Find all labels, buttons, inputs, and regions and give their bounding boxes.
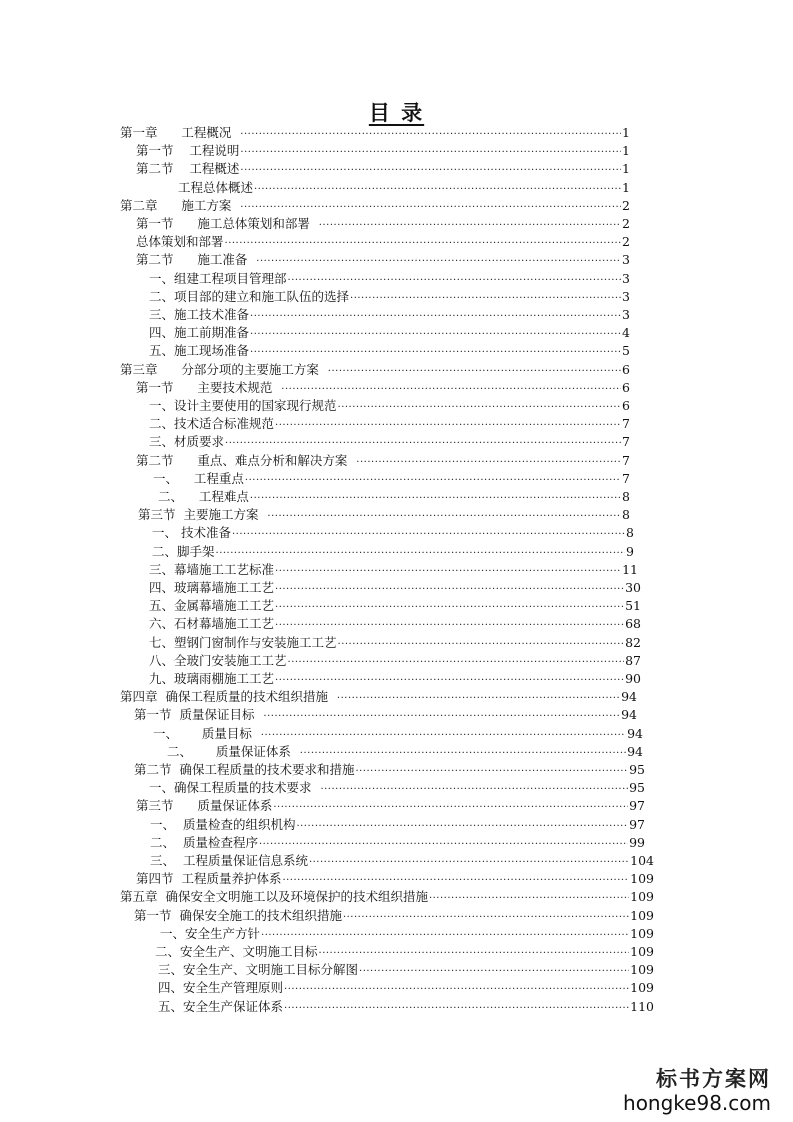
toc-entry[interactable] xyxy=(158,998,654,1016)
toc-entry-label: 一、安全生产方针 xyxy=(160,925,261,941)
toc-entry-page-number: 109 xyxy=(630,871,654,887)
toc-entry-page-number: 109 xyxy=(630,944,654,959)
toc-entry-label: 四、玻璃幕墙施工工艺 xyxy=(149,580,275,595)
watermark xyxy=(623,1067,771,1115)
toc-entry[interactable] xyxy=(149,597,641,615)
toc-entry-label: 八、全玻门安装施工工艺 xyxy=(149,652,287,668)
toc-entry-page-number: 30 xyxy=(625,580,641,595)
toc-entry[interactable] xyxy=(149,615,641,633)
toc-entry-label: 三、材质要求 xyxy=(149,434,225,450)
toc-entry-page-number: 7 xyxy=(622,452,630,468)
toc-entry[interactable] xyxy=(149,652,641,670)
toc-entry-label: 二、项目部的建立和施工队伍的选择 xyxy=(149,288,350,304)
toc-entry[interactable] xyxy=(158,979,654,997)
toc-entry-label: 二、 质量检查程序 xyxy=(150,834,258,850)
toc-entry-page-number: 109 xyxy=(630,907,654,923)
toc-entry[interactable] xyxy=(152,524,634,542)
toc-entry[interactable] xyxy=(136,142,630,160)
toc-entry[interactable] xyxy=(134,907,654,925)
toc-entry-page-number: 2 xyxy=(622,197,630,213)
toc-entry[interactable] xyxy=(167,743,643,761)
toc-entry-page-number: 1 xyxy=(622,125,630,140)
toc-entry-label: 第一节 主要技术规范 xyxy=(136,379,281,395)
toc-entry[interactable] xyxy=(136,379,630,397)
toc-entry[interactable] xyxy=(149,324,630,342)
toc-entry[interactable] xyxy=(134,761,645,779)
toc-entry[interactable] xyxy=(136,251,630,269)
toc-entry-label: 第二节 确保工程质量的技术要求和措施 xyxy=(134,762,355,777)
toc-entry-page-number: 51 xyxy=(625,598,641,614)
toc-entry[interactable] xyxy=(120,688,637,706)
toc-entry[interactable] xyxy=(152,543,634,561)
toc-entry-label: 第二章 施工方案 xyxy=(120,197,240,213)
toc-entry-page-number: 109 xyxy=(630,925,654,941)
toc-entry[interactable] xyxy=(158,961,654,979)
toc-entry-label: 四、施工前期准备 xyxy=(149,325,250,341)
toc-entry-label: 第二节 重点、难点分析和解决方案 xyxy=(136,452,356,468)
toc-entry[interactable] xyxy=(150,816,645,834)
toc-entry-page-number: 9 xyxy=(626,543,634,559)
toc-entry[interactable] xyxy=(149,670,641,688)
toc-entry-page-number: 97 xyxy=(629,816,645,832)
toc-entry[interactable] xyxy=(149,270,630,288)
toc-entry-page-number: 109 xyxy=(630,889,654,905)
toc-entry-page-number: 4 xyxy=(622,325,630,341)
toc-entry-page-number: 2 xyxy=(622,216,630,231)
toc-entry-page-number: 109 xyxy=(630,980,654,996)
toc-entry[interactable] xyxy=(136,870,654,888)
toc-entry-page-number: 8 xyxy=(622,489,630,504)
toc-entry[interactable] xyxy=(155,943,654,961)
toc-entry-page-number: 94 xyxy=(627,743,643,759)
toc-entry[interactable] xyxy=(178,179,630,197)
toc-entry[interactable] xyxy=(120,124,630,142)
toc-entry-label: 第三节 主要施工方案 xyxy=(138,507,267,523)
toc-entry-page-number: 6 xyxy=(622,379,630,395)
toc-entry[interactable] xyxy=(138,506,630,524)
toc-entry-page-number: 7 xyxy=(622,416,630,432)
toc-entry-label: 七、塑钢门窗制作与安装施工工艺 xyxy=(149,634,337,650)
toc-entry-page-number: 97 xyxy=(629,798,645,814)
toc-entry[interactable] xyxy=(150,834,645,852)
toc-entry-page-number: 95 xyxy=(629,780,645,796)
toc-entry-page-number: 1 xyxy=(622,161,630,177)
toc-entry[interactable] xyxy=(120,888,654,906)
toc-entry-label: 三、施工技术准备 xyxy=(149,307,250,322)
toc-entry[interactable] xyxy=(149,342,630,360)
watermark-url: hongke98.com xyxy=(623,1091,771,1115)
toc-entry[interactable] xyxy=(120,361,630,379)
toc-entry-label: 工程总体概述 xyxy=(178,179,254,195)
toc-entry-label: 第一节 确保安全施工的技术组织措施 xyxy=(134,907,342,923)
toc-entry[interactable] xyxy=(149,397,630,415)
toc-entry-page-number: 3 xyxy=(622,288,630,304)
toc-entry-page-number: 109 xyxy=(630,962,654,978)
toc-entry-label: 第四章 确保工程质量的技术组织措施 xyxy=(120,689,336,705)
toc-entry-label: 一、组建工程项目管理部 xyxy=(149,270,287,286)
toc-entry-page-number: 99 xyxy=(629,834,645,850)
page-title: 目 录 xyxy=(368,100,425,125)
toc-entry-label: 二、安全生产、文明施工目标 xyxy=(155,944,318,959)
toc-entry-label: 总体策划和部署 xyxy=(136,234,224,250)
toc-leader-dots xyxy=(284,1000,629,1018)
toc-entry-page-number: 7 xyxy=(622,434,630,450)
toc-entry-page-number: 1 xyxy=(622,143,630,159)
toc-entry[interactable] xyxy=(136,215,630,233)
toc-entry[interactable] xyxy=(149,561,638,579)
toc-entry-page-number: 95 xyxy=(629,762,645,777)
toc-entry-label: 二、脚手架 xyxy=(152,543,215,559)
toc-entry-label: 一、 技术准备 xyxy=(152,525,231,541)
toc-entry-label: 五、安全生产保证体系 xyxy=(158,998,284,1014)
toc-entry[interactable] xyxy=(153,725,643,743)
toc-entry-page-number: 1 xyxy=(622,179,630,195)
toc-entry-page-number: 7 xyxy=(622,470,630,486)
toc-entry-label: 四、安全生产管理原则 xyxy=(158,980,284,996)
toc-entry-page-number: 2 xyxy=(622,234,630,250)
toc-entry-label: 第二节 施工准备 xyxy=(136,252,256,268)
toc-entry-page-number: 8 xyxy=(626,525,634,541)
toc-entry-label: 三、 工程质量保证信息系统 xyxy=(150,853,308,868)
watermark-site-name: 标书方案网 xyxy=(656,1067,771,1091)
toc-entry-label: 五、施工现场准备 xyxy=(149,343,250,359)
toc-entry-label: 二、 质量保证体系 xyxy=(167,743,299,759)
toc-entry-page-number: 3 xyxy=(622,252,630,268)
toc-entry-label: 五、金属幕墙施工工艺 xyxy=(149,598,275,614)
toc-entry-label: 第一节 质量保证目标 xyxy=(134,707,263,723)
toc-entry-label: 第一章 工程概况 xyxy=(120,125,240,140)
toc-entry-label: 六、石材幕墙施工工艺 xyxy=(149,616,275,632)
toc-entry[interactable] xyxy=(120,197,630,215)
toc-entry[interactable] xyxy=(149,779,645,797)
toc-entry-label: 三、安全生产、文明施工目标分解图 xyxy=(158,962,359,978)
toc-entry[interactable] xyxy=(136,797,645,815)
toc-entry-page-number: 11 xyxy=(622,561,638,577)
toc-entry[interactable] xyxy=(149,306,630,324)
toc-entry-page-number: 68 xyxy=(625,616,641,632)
toc-entry-page-number: 104 xyxy=(630,853,654,868)
toc-entry-page-number: 94 xyxy=(621,707,637,723)
toc-entry-label: 第一节 施工总体策划和部署 xyxy=(136,216,318,231)
toc-entry-page-number: 94 xyxy=(627,725,643,741)
toc-entry[interactable] xyxy=(136,233,630,251)
toc-entry[interactable] xyxy=(160,925,654,943)
toc-entry-label: 第三节 质量保证体系 xyxy=(136,798,273,814)
toc-entry-label: 第五章 确保安全文明施工以及环境保护的技术组织措施 xyxy=(120,889,428,905)
toc-entry-label: 第四节 工程质量养护体系 xyxy=(136,871,282,887)
toc-entry[interactable] xyxy=(136,452,630,470)
toc-entry[interactable] xyxy=(149,634,641,652)
toc-entry-label: 一、 工程重点 xyxy=(153,470,244,486)
toc-entry-label: 一、设计主要使用的国家现行规范 xyxy=(149,398,337,413)
toc-entry[interactable] xyxy=(149,433,630,451)
toc-entry-label: 一、 质量检查的组织机构 xyxy=(150,816,296,832)
toc-entry-page-number: 90 xyxy=(625,671,641,686)
toc-entry[interactable] xyxy=(149,579,641,597)
toc-entry-label: 二、技术适合标准规范 xyxy=(149,416,275,432)
toc-entry-page-number: 8 xyxy=(622,507,630,523)
toc-entry[interactable] xyxy=(153,470,630,488)
toc-entry[interactable] xyxy=(149,288,630,306)
toc-entry-page-number: 6 xyxy=(622,361,630,377)
toc-entry[interactable] xyxy=(136,160,630,178)
toc-entry[interactable] xyxy=(150,852,654,870)
toc-entry[interactable] xyxy=(149,415,630,433)
toc-entry-label: 一、确保工程质量的技术要求 xyxy=(149,780,320,796)
toc-entry-label: 第二节 工程概述 xyxy=(136,161,240,177)
toc-entry-label: 第三章 分部分项的主要施工方案 xyxy=(120,361,327,377)
toc-entry-page-number: 87 xyxy=(625,652,641,668)
toc-entry-label: 九、玻璃雨棚施工工艺 xyxy=(149,671,275,686)
toc-entry-page-number: 110 xyxy=(630,998,654,1014)
toc-entry-page-number: 3 xyxy=(622,270,630,286)
toc-entry-label: 二、 工程难点 xyxy=(158,489,249,504)
toc-entry-label: 第一节 工程说明 xyxy=(136,143,240,159)
toc-entry[interactable] xyxy=(158,488,630,506)
toc-entry-label: 三、幕墙施工工艺标准 xyxy=(149,561,275,577)
toc-entry-page-number: 3 xyxy=(622,307,630,322)
toc-entry-page-number: 5 xyxy=(622,343,630,359)
toc-entry-page-number: 94 xyxy=(621,689,637,705)
toc-entry-page-number: 6 xyxy=(622,398,630,413)
toc-entry-label: 一、 质量目标 xyxy=(153,725,260,741)
toc-entry[interactable] xyxy=(134,706,637,724)
toc-entry-page-number: 82 xyxy=(625,634,641,650)
